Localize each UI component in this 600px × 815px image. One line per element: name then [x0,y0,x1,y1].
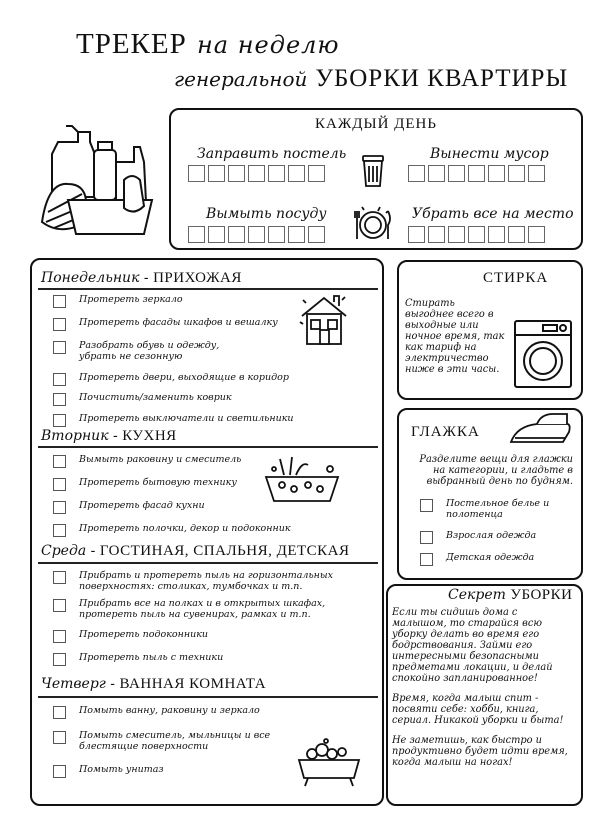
laundry-line: выходные или [405,320,479,331]
day-checkbox[interactable] [508,226,525,243]
day-name: Вторник - [41,428,118,444]
task-label: протереть пыль на сувенирах, рамках и т.п. [79,608,311,620]
section-heading-tuesday [41,428,177,445]
daily-checkbox-row [408,165,545,182]
secret-heading-caps: УБОРКИ [510,587,573,603]
day-checkbox[interactable] [488,165,505,182]
room-name: ВАННАЯ КОМНАТА [119,676,267,692]
task-label: поверхностях: столиках, тумбочках и т.п. [79,580,303,592]
divider [38,696,378,698]
day-checkbox[interactable] [208,165,225,182]
task-item [53,373,289,386]
plate-cutlery-icon [352,205,392,241]
task-item [53,765,164,778]
daily-checkbox-row [408,226,545,243]
day-name: Понедельник - [41,270,149,286]
task-label: Протереть полочки, декор и подоконник [79,523,291,534]
day-checkbox[interactable] [508,165,525,182]
day-checkbox[interactable] [528,226,545,243]
task-checkbox[interactable] [53,455,66,468]
secret-line: бодрствования. Займи его [392,640,533,651]
laundry-line: ночное время, так [405,331,505,342]
day-checkbox[interactable] [288,165,305,182]
day-checkbox[interactable] [268,165,285,182]
daily-checkbox-row [188,226,325,243]
task-label: Протереть фасады шкафов и вешалку [79,317,278,328]
divider [38,446,378,448]
task-label: Прибрать все на полках и в открытых шкафах, [79,598,326,609]
secret-line: Если ты сидишь дома с [392,607,518,618]
iron-icon [507,412,575,448]
task-item [53,653,223,666]
secret-heading-script: Секрет [448,587,506,603]
dish-basin-icon [262,455,342,505]
secret-line: продуктивно будет идти время, [392,746,568,757]
laundry-line: выгоднее всего в [405,309,494,320]
task-label: блестящие поверхности [79,740,209,752]
laundry-line: как тариф на [405,342,477,353]
task-label: Протереть двери, выходящие в коридор [79,372,289,383]
task-checkbox[interactable] [53,653,66,666]
daily-checkbox-row [188,165,325,182]
task-item [53,295,183,308]
task-checkbox[interactable] [53,414,66,427]
secret-box [386,584,583,806]
trash-bin-icon [360,152,386,188]
day-checkbox[interactable] [248,165,265,182]
secret-line: спокойно запланированное! [392,673,538,684]
task-checkbox[interactable] [53,630,66,643]
task-label: Детская одежда [446,552,535,563]
task-label: Протереть фасад кухни [79,500,205,511]
day-checkbox[interactable] [408,165,425,182]
bathtub-icon [296,738,362,790]
secret-heading [448,587,573,604]
task-label: Помыть ванну, раковину и зеркало [79,705,260,716]
day-checkbox[interactable] [448,165,465,182]
ironing-line: на категории, и гладьте в [432,465,573,476]
secret-line: уборку делать во время его [392,629,540,640]
task-item [53,501,205,514]
task-label: Помыть унитаз [79,764,164,775]
task-item [53,571,333,592]
task-item [53,599,325,620]
daily-task-label: Вымыть посуду [206,206,327,222]
secret-line: когда малыш на ногах! [392,757,513,768]
room-name: ПРИХОЖАЯ [153,270,242,286]
task-checkbox[interactable] [53,373,66,386]
ironing-line: выбранный день по будням. [426,476,573,487]
day-checkbox[interactable] [448,226,465,243]
task-label: Прибрать и протереть пыль на горизонтальных [79,570,333,581]
day-checkbox[interactable] [228,226,245,243]
task-item [420,531,536,544]
task-checkbox[interactable] [420,553,433,566]
task-item [53,341,219,362]
task-checkbox[interactable] [53,393,66,406]
day-checkbox[interactable] [188,165,205,182]
room-name: ГОСТИНАЯ, СПАЛЬНЯ, ДЕТСКАЯ [99,543,350,559]
task-checkbox[interactable] [53,341,66,354]
secret-line: интересными безопасными [392,651,539,662]
title-line-2 [174,63,568,93]
daily-heading: КАЖДЫЙ ДЕНЬ [314,116,437,132]
day-checkbox[interactable] [428,226,445,243]
ironing-heading: ГЛАЖКА [411,424,480,440]
task-item [53,393,232,406]
task-label: Вымыть раковину и смеситель [79,454,242,465]
section-heading-monday [41,270,242,287]
task-checkbox[interactable] [420,531,433,544]
secret-line: предметами локации, и делай [392,662,553,673]
task-checkbox[interactable] [53,571,66,584]
section-heading-wednesday [41,543,350,560]
task-checkbox[interactable] [53,599,66,612]
task-checkbox[interactable] [53,524,66,537]
ironing-text [399,454,581,487]
secret-text [392,607,580,768]
day-checkbox[interactable] [228,165,245,182]
laundry-line: ниже в эти часы. [405,364,500,375]
task-item [53,524,291,537]
laundry-line: Стирать [405,298,455,309]
task-label: Протереть подоконники [79,629,209,640]
day-checkbox[interactable] [468,165,485,182]
task-label: Постельное белье и [446,498,550,509]
day-name: Четверг - [41,676,116,692]
day-checkbox[interactable] [208,226,225,243]
washing-machine-icon [513,319,573,389]
secret-line: Время, когда малыш спит - [392,693,539,704]
day-checkbox[interactable] [408,226,425,243]
task-checkbox[interactable] [53,478,66,491]
task-label: Протереть выключатели и светильники [79,413,294,424]
task-checkbox[interactable] [53,765,66,778]
task-item [420,553,534,566]
task-checkbox[interactable] [53,318,66,331]
task-item [420,499,549,520]
title-caps: ТРЕКЕР [76,28,187,60]
day-checkbox[interactable] [188,226,205,243]
task-label: Взрослая одежда [446,530,537,541]
laundry-line: электричество [405,353,489,364]
task-label: Протереть бытовую технику [79,477,237,488]
ironing-line: Разделите вещи для глажки [419,454,573,465]
task-label: Разобрать обувь и одежду, [79,340,220,351]
laundry-text [405,298,515,375]
task-label: полотенца [446,508,503,520]
task-label: Почистить/заменить коврик [79,392,232,403]
title-caps-2: УБОРКИ КВАРТИРЫ [315,65,569,92]
title-script: на неделю [196,31,340,59]
task-item [53,318,278,331]
daily-task-label: Вынести мусор [430,146,549,162]
day-checkbox[interactable] [308,226,325,243]
day-checkbox[interactable] [308,165,325,182]
room-name: КУХНЯ [122,428,177,444]
day-checkbox[interactable] [468,226,485,243]
title-script-2: генеральной [174,67,308,91]
secret-line: сериал. Никакой уборки и быта! [392,715,564,726]
task-item [53,455,241,468]
daily-task-label: Заправить постель [197,146,347,162]
task-checkbox[interactable] [53,731,66,744]
divider [38,562,378,564]
task-checkbox[interactable] [420,499,433,512]
secret-line: малышом, то старайся всю [392,618,542,629]
secret-line: посвяти себе: хобби, книга, [392,704,539,715]
day-checkbox[interactable] [268,226,285,243]
task-item [53,478,237,491]
task-label: Помыть смеситель, мыльницы и все [79,730,271,741]
task-checkbox[interactable] [53,295,66,308]
day-checkbox[interactable] [488,226,505,243]
secret-line: Не заметишь, как быстро и [392,735,542,746]
day-checkbox[interactable] [288,226,305,243]
laundry-heading: СТИРКА [483,270,549,286]
task-checkbox[interactable] [53,706,66,719]
divider [38,288,378,290]
day-checkbox[interactable] [428,165,445,182]
day-checkbox[interactable] [528,165,545,182]
day-checkbox[interactable] [248,226,265,243]
task-checkbox[interactable] [53,501,66,514]
task-item [53,414,294,427]
task-item [53,630,208,643]
title-line-1 [76,26,340,61]
task-label: Протереть зеркало [79,294,183,305]
cleaning-supplies-icon [28,122,158,237]
section-heading-thursday [41,676,266,693]
day-name: Среда - [41,543,96,559]
house-icon [298,292,350,348]
task-label: Протереть пыль с техники [79,652,224,663]
task-item [53,706,260,719]
task-item [53,731,270,752]
daily-task-label: Убрать все на место [412,206,574,222]
task-label: убрать не сезонную [79,350,183,362]
